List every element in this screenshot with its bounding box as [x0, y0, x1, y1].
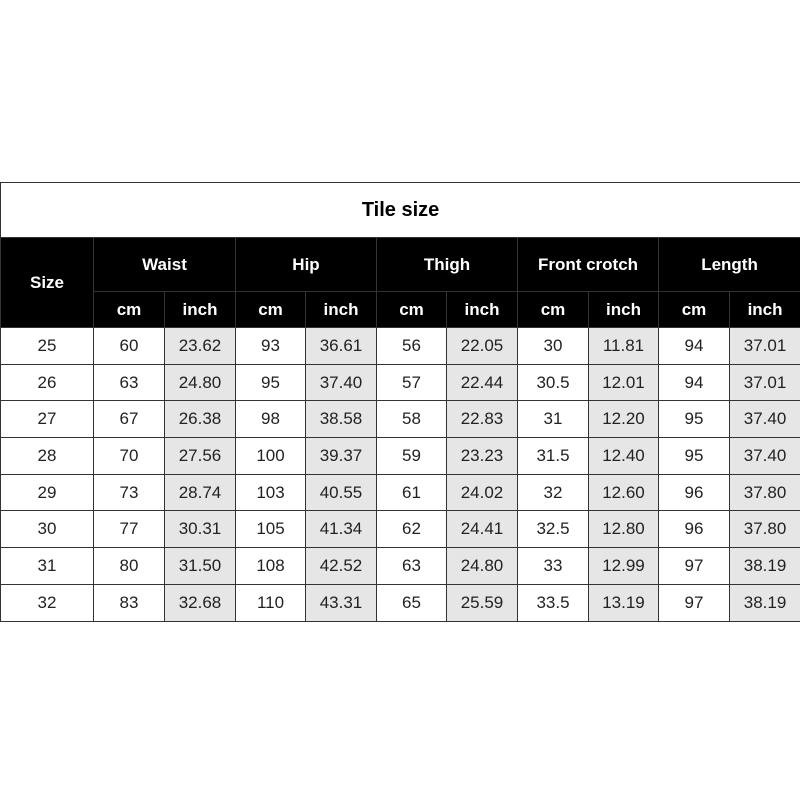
cm-cell: 94 [659, 364, 730, 401]
unit-cm: cm [236, 292, 306, 328]
cm-cell: 100 [236, 438, 306, 475]
cm-cell: 62 [377, 511, 447, 548]
cm-cell: 83 [94, 584, 165, 621]
size-cell: 25 [1, 328, 94, 365]
table-row [1, 474, 800, 511]
unit-cm: cm [377, 292, 447, 328]
inch-cell: 24.80 [165, 364, 236, 401]
cm-cell: 65 [377, 584, 447, 621]
table-row [1, 328, 800, 365]
cm-cell: 97 [659, 548, 730, 585]
cm-cell: 32 [518, 474, 589, 511]
inch-cell: 37.40 [306, 364, 377, 401]
table-title: Tile size [1, 183, 800, 238]
cm-cell: 31 [518, 401, 589, 438]
size-cell: 26 [1, 364, 94, 401]
inch-cell: 27.56 [165, 438, 236, 475]
inch-cell: 31.50 [165, 548, 236, 585]
cm-cell: 95 [659, 401, 730, 438]
inch-cell: 12.20 [589, 401, 659, 438]
cm-cell: 33.5 [518, 584, 589, 621]
inch-cell: 37.80 [730, 474, 800, 511]
inch-cell: 12.60 [589, 474, 659, 511]
cm-cell: 98 [236, 401, 306, 438]
inch-cell: 37.40 [730, 438, 800, 475]
cm-cell: 58 [377, 401, 447, 438]
cm-cell: 59 [377, 438, 447, 475]
inch-cell: 12.40 [589, 438, 659, 475]
unit-cm: cm [94, 292, 165, 328]
unit-inch: inch [447, 292, 518, 328]
table-body [1, 328, 800, 622]
size-cell: 32 [1, 584, 94, 621]
inch-cell: 39.37 [306, 438, 377, 475]
inch-cell: 24.02 [447, 474, 518, 511]
inch-cell: 40.55 [306, 474, 377, 511]
cm-cell: 73 [94, 474, 165, 511]
cm-cell: 94 [659, 328, 730, 365]
unit-inch: inch [306, 292, 377, 328]
unit-cm: cm [659, 292, 730, 328]
unit-inch: inch [589, 292, 659, 328]
unit-cm: cm [518, 292, 589, 328]
size-cell: 31 [1, 548, 94, 585]
cm-cell: 80 [94, 548, 165, 585]
table-row [1, 364, 800, 401]
size-column-header: Size [1, 238, 94, 328]
inch-cell: 36.61 [306, 328, 377, 365]
unit-inch: inch [165, 292, 236, 328]
cm-cell: 57 [377, 364, 447, 401]
cm-cell: 63 [94, 364, 165, 401]
cm-cell: 103 [236, 474, 306, 511]
size-cell: 27 [1, 401, 94, 438]
cm-cell: 67 [94, 401, 165, 438]
inch-cell: 30.31 [165, 511, 236, 548]
inch-cell: 12.01 [589, 364, 659, 401]
inch-cell: 38.19 [730, 548, 800, 585]
inch-cell: 38.19 [730, 584, 800, 621]
cm-cell: 61 [377, 474, 447, 511]
waist-header: Waist [94, 238, 236, 292]
inch-cell: 37.40 [730, 401, 800, 438]
cm-cell: 33 [518, 548, 589, 585]
cm-cell: 108 [236, 548, 306, 585]
unit-inch: inch [730, 292, 800, 328]
inch-cell: 22.05 [447, 328, 518, 365]
cm-cell: 31.5 [518, 438, 589, 475]
inch-cell: 24.41 [447, 511, 518, 548]
inch-cell: 42.52 [306, 548, 377, 585]
hip-header: Hip [236, 238, 377, 292]
inch-cell: 38.58 [306, 401, 377, 438]
inch-cell: 13.19 [589, 584, 659, 621]
inch-cell: 24.80 [447, 548, 518, 585]
cm-cell: 110 [236, 584, 306, 621]
size-cell: 30 [1, 511, 94, 548]
cm-cell: 30.5 [518, 364, 589, 401]
inch-cell: 41.34 [306, 511, 377, 548]
inch-cell: 23.62 [165, 328, 236, 365]
cm-cell: 30 [518, 328, 589, 365]
inch-cell: 11.81 [589, 328, 659, 365]
cm-cell: 96 [659, 511, 730, 548]
size-cell: 28 [1, 438, 94, 475]
inch-cell: 12.99 [589, 548, 659, 585]
table-row [1, 548, 800, 585]
cm-cell: 70 [94, 438, 165, 475]
inch-cell: 37.01 [730, 364, 800, 401]
cm-cell: 93 [236, 328, 306, 365]
inch-cell: 22.83 [447, 401, 518, 438]
size-cell: 29 [1, 474, 94, 511]
inch-cell: 25.59 [447, 584, 518, 621]
inch-cell: 26.38 [165, 401, 236, 438]
inch-cell: 22.44 [447, 364, 518, 401]
cm-cell: 96 [659, 474, 730, 511]
size-chart [0, 182, 800, 622]
inch-cell: 37.01 [730, 328, 800, 365]
inch-cell: 12.80 [589, 511, 659, 548]
inch-cell: 28.74 [165, 474, 236, 511]
cm-cell: 56 [377, 328, 447, 365]
cm-cell: 95 [236, 364, 306, 401]
cm-cell: 60 [94, 328, 165, 365]
cm-cell: 97 [659, 584, 730, 621]
cm-cell: 77 [94, 511, 165, 548]
table-row [1, 401, 800, 438]
table-row [1, 584, 800, 621]
size-table [0, 182, 800, 622]
inch-cell: 37.80 [730, 511, 800, 548]
thigh-header: Thigh [377, 238, 518, 292]
inch-cell: 32.68 [165, 584, 236, 621]
cm-cell: 32.5 [518, 511, 589, 548]
cm-cell: 63 [377, 548, 447, 585]
table-row [1, 511, 800, 548]
inch-cell: 43.31 [306, 584, 377, 621]
inch-cell: 23.23 [447, 438, 518, 475]
length-header: Length [659, 238, 800, 292]
front-crotch-header: Front crotch [518, 238, 659, 292]
cm-cell: 95 [659, 438, 730, 475]
table-row [1, 438, 800, 475]
cm-cell: 105 [236, 511, 306, 548]
